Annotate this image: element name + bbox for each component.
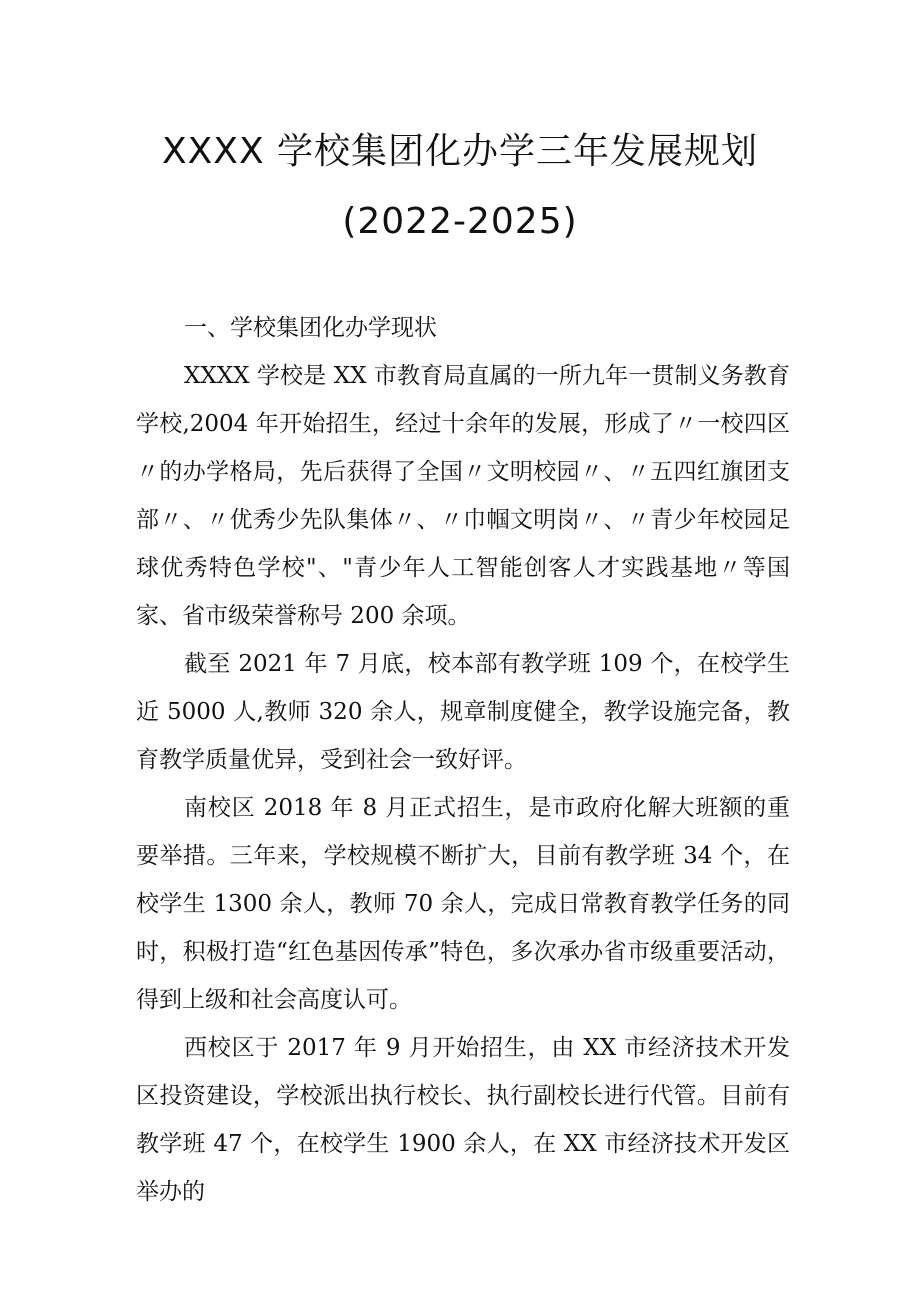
document-subtitle-years: (2022-2025) [342,201,578,242]
section-heading [136,304,790,352]
paragraph-main-campus [136,640,790,784]
paragraph-west-campus [136,1024,790,1216]
paragraph-text: 南校区 2018 年 8 月正式招生，是市政府化解大班额的重要举措。三年来，学校规模不断扩大，目前有教学班 34 个，在校学生 1300 余人，教师 70 余人，完成日常教育教学任务的同时，积极打造“红色基因传承”特色，多次承办省市级重要活动，得到上级和社会高度认可。 [136,795,790,1013]
document-title: XXXX 学校集团化办学三年发展规划 [161,131,759,172]
paragraph-text: XXXX 学校是 XX 市教育局直属的一所九年一贯制义务教育学校,2004 年开始招生，经过十余年的发展，形成了〃一校四区〃的办学格局，先后获得了全国〃文明校园〃、〃五四红旗团支部〃、〃优秀少先队集体〃、〃巾帼文明岗〃、〃青少年校园足球优秀特色学校"、"青少年人工智能创客人才实践基地〃等国家、省市级荣誉称号 200 余项。 [136,363,790,629]
paragraph-school-overview [136,352,790,640]
paragraph-text: 截至 2021 年 7 月底，校本部有教学班 109 个，在校学生近 5000 人,教师 320 余人，规章制度健全，教学设施完备，教育教学质量优异，受到社会一致好评。 [136,651,790,773]
section-heading-text: 一、学校集团化办学现状 [184,315,437,341]
paragraph-text: 西校区于 2017 年 9 月开始招生，由 XX 市经济技术开发区投资建设，学校派出执行校长、执行副校长进行代管。目前有教学班 47 个，在校学生 1900 余人，在 XX 市经济技术开发区举办的 [136,1035,790,1205]
paragraph-south-campus [136,784,790,1024]
